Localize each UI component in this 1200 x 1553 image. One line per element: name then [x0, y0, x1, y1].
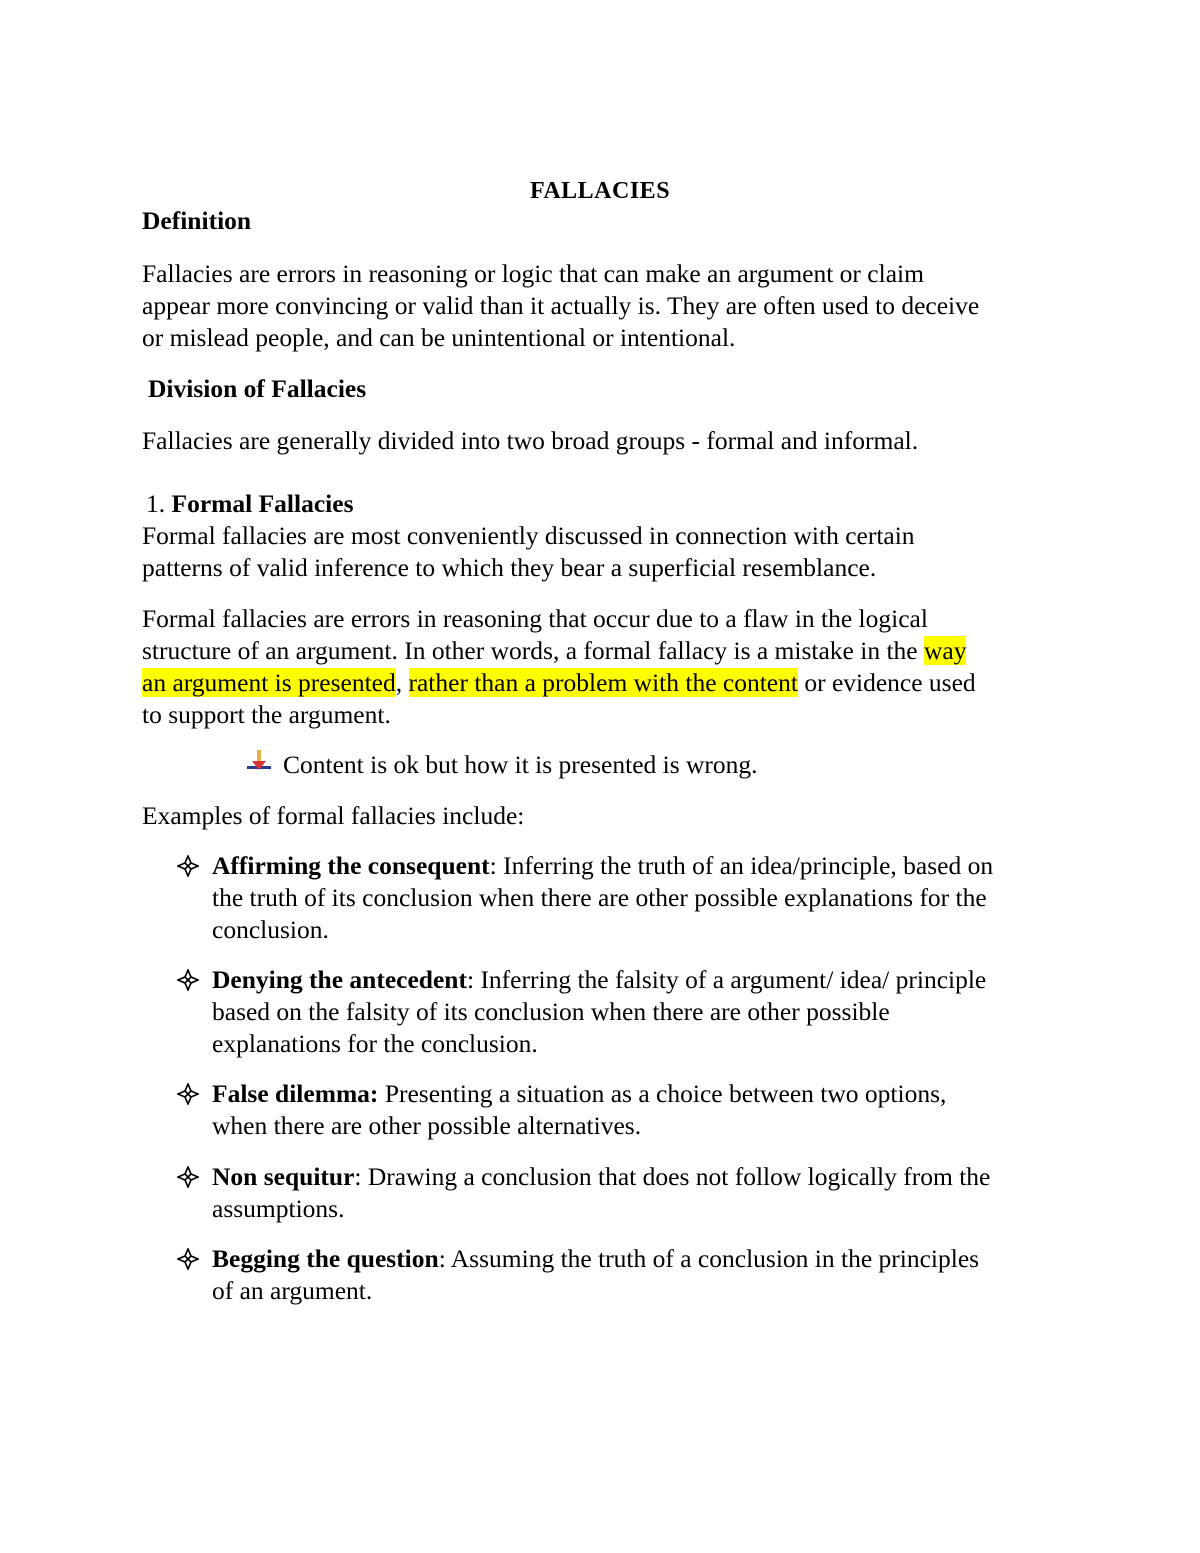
- diamond-bullet-icon: [177, 1166, 199, 1188]
- example-text: of an argument.: [212, 1276, 373, 1305]
- example-text: : Inferring the truth of an idea/principle, based on: [489, 851, 994, 880]
- example-item: [212, 1161, 990, 1193]
- definition-heading: Definition: [142, 206, 252, 235]
- division-text: Fallacies are generally divided into two broad groups - formal and informal.: [142, 426, 919, 455]
- diamond-bullet-icon: [177, 855, 199, 877]
- section-title: Formal Fallacies: [171, 489, 354, 518]
- example-item: [212, 1243, 979, 1275]
- example-term: False dilemma:: [212, 1079, 379, 1108]
- example-text: : Inferring the falsity of a argument/ idea/ principle: [466, 965, 987, 994]
- highlighted-text: an argument is presented: [142, 668, 396, 697]
- formal-fallacies-heading: [146, 488, 354, 520]
- example-text: based on the falsity of its conclusion when there are other possible: [212, 997, 890, 1026]
- example-text: assumptions.: [212, 1194, 345, 1223]
- page-title: FALLACIES: [529, 178, 671, 204]
- example-text: the truth of its conclusion when there are other possible explanations for the: [212, 883, 987, 912]
- diamond-bullet-icon: [177, 1248, 199, 1270]
- definition-line: or mislead people, and can be unintentional or intentional.: [142, 323, 736, 352]
- formal-para2-line: [142, 635, 966, 667]
- example-item: [212, 850, 993, 882]
- example-text: explanations for the conclusion.: [212, 1029, 538, 1058]
- example-text: conclusion.: [212, 915, 329, 944]
- plain-text: structure of an argument. In other words, a formal fallacy is a mistake in the: [142, 636, 924, 665]
- definition-line: appear more convincing or valid than it actually is. They are often used to deceive: [142, 291, 980, 320]
- example-term: Non sequitur: [212, 1162, 355, 1191]
- formal-para2-line: to support the argument.: [142, 700, 391, 729]
- formal-para2-line: [142, 667, 976, 699]
- example-item: [212, 964, 986, 996]
- diamond-bullet-icon: [177, 969, 199, 991]
- examples-intro: Examples of formal fallacies include:: [142, 801, 525, 830]
- example-item: [212, 1078, 946, 1110]
- example-term: Begging the question: [212, 1244, 439, 1273]
- arrow-down-icon: [246, 749, 272, 775]
- section-number: 1.: [146, 489, 172, 518]
- division-heading: Division of Fallacies: [148, 374, 367, 403]
- formal-para1-line: patterns of valid inference to which they bear a superficial resemblance.: [142, 553, 877, 582]
- plain-text: ,: [395, 668, 409, 697]
- example-text: : Assuming the truth of a conclusion in the principles: [438, 1244, 980, 1273]
- formal-para1-line: Formal fallacies are most conveniently discussed in connection with certain: [142, 521, 915, 550]
- diamond-bullet-icon: [177, 1083, 199, 1105]
- formal-para2-line: Formal fallacies are errors in reasoning that occur due to a flaw in the logical: [142, 604, 928, 633]
- example-text: : Drawing a conclusion that does not follow logically from the: [354, 1162, 991, 1191]
- example-term: Denying the antecedent: [212, 965, 467, 994]
- example-term: Affirming the consequent: [212, 851, 490, 880]
- example-text: Presenting a situation as a choice between two options,: [378, 1079, 947, 1108]
- note-text: Content is ok but how it is presented is wrong.: [283, 750, 758, 779]
- highlighted-text: way: [923, 636, 967, 665]
- highlighted-text: rather than a problem with the content: [408, 668, 798, 697]
- plain-text: or evidence used: [797, 668, 976, 697]
- definition-line: Fallacies are errors in reasoning or logic that can make an argument or claim: [142, 259, 924, 288]
- example-text: when there are other possible alternatives.: [212, 1111, 642, 1140]
